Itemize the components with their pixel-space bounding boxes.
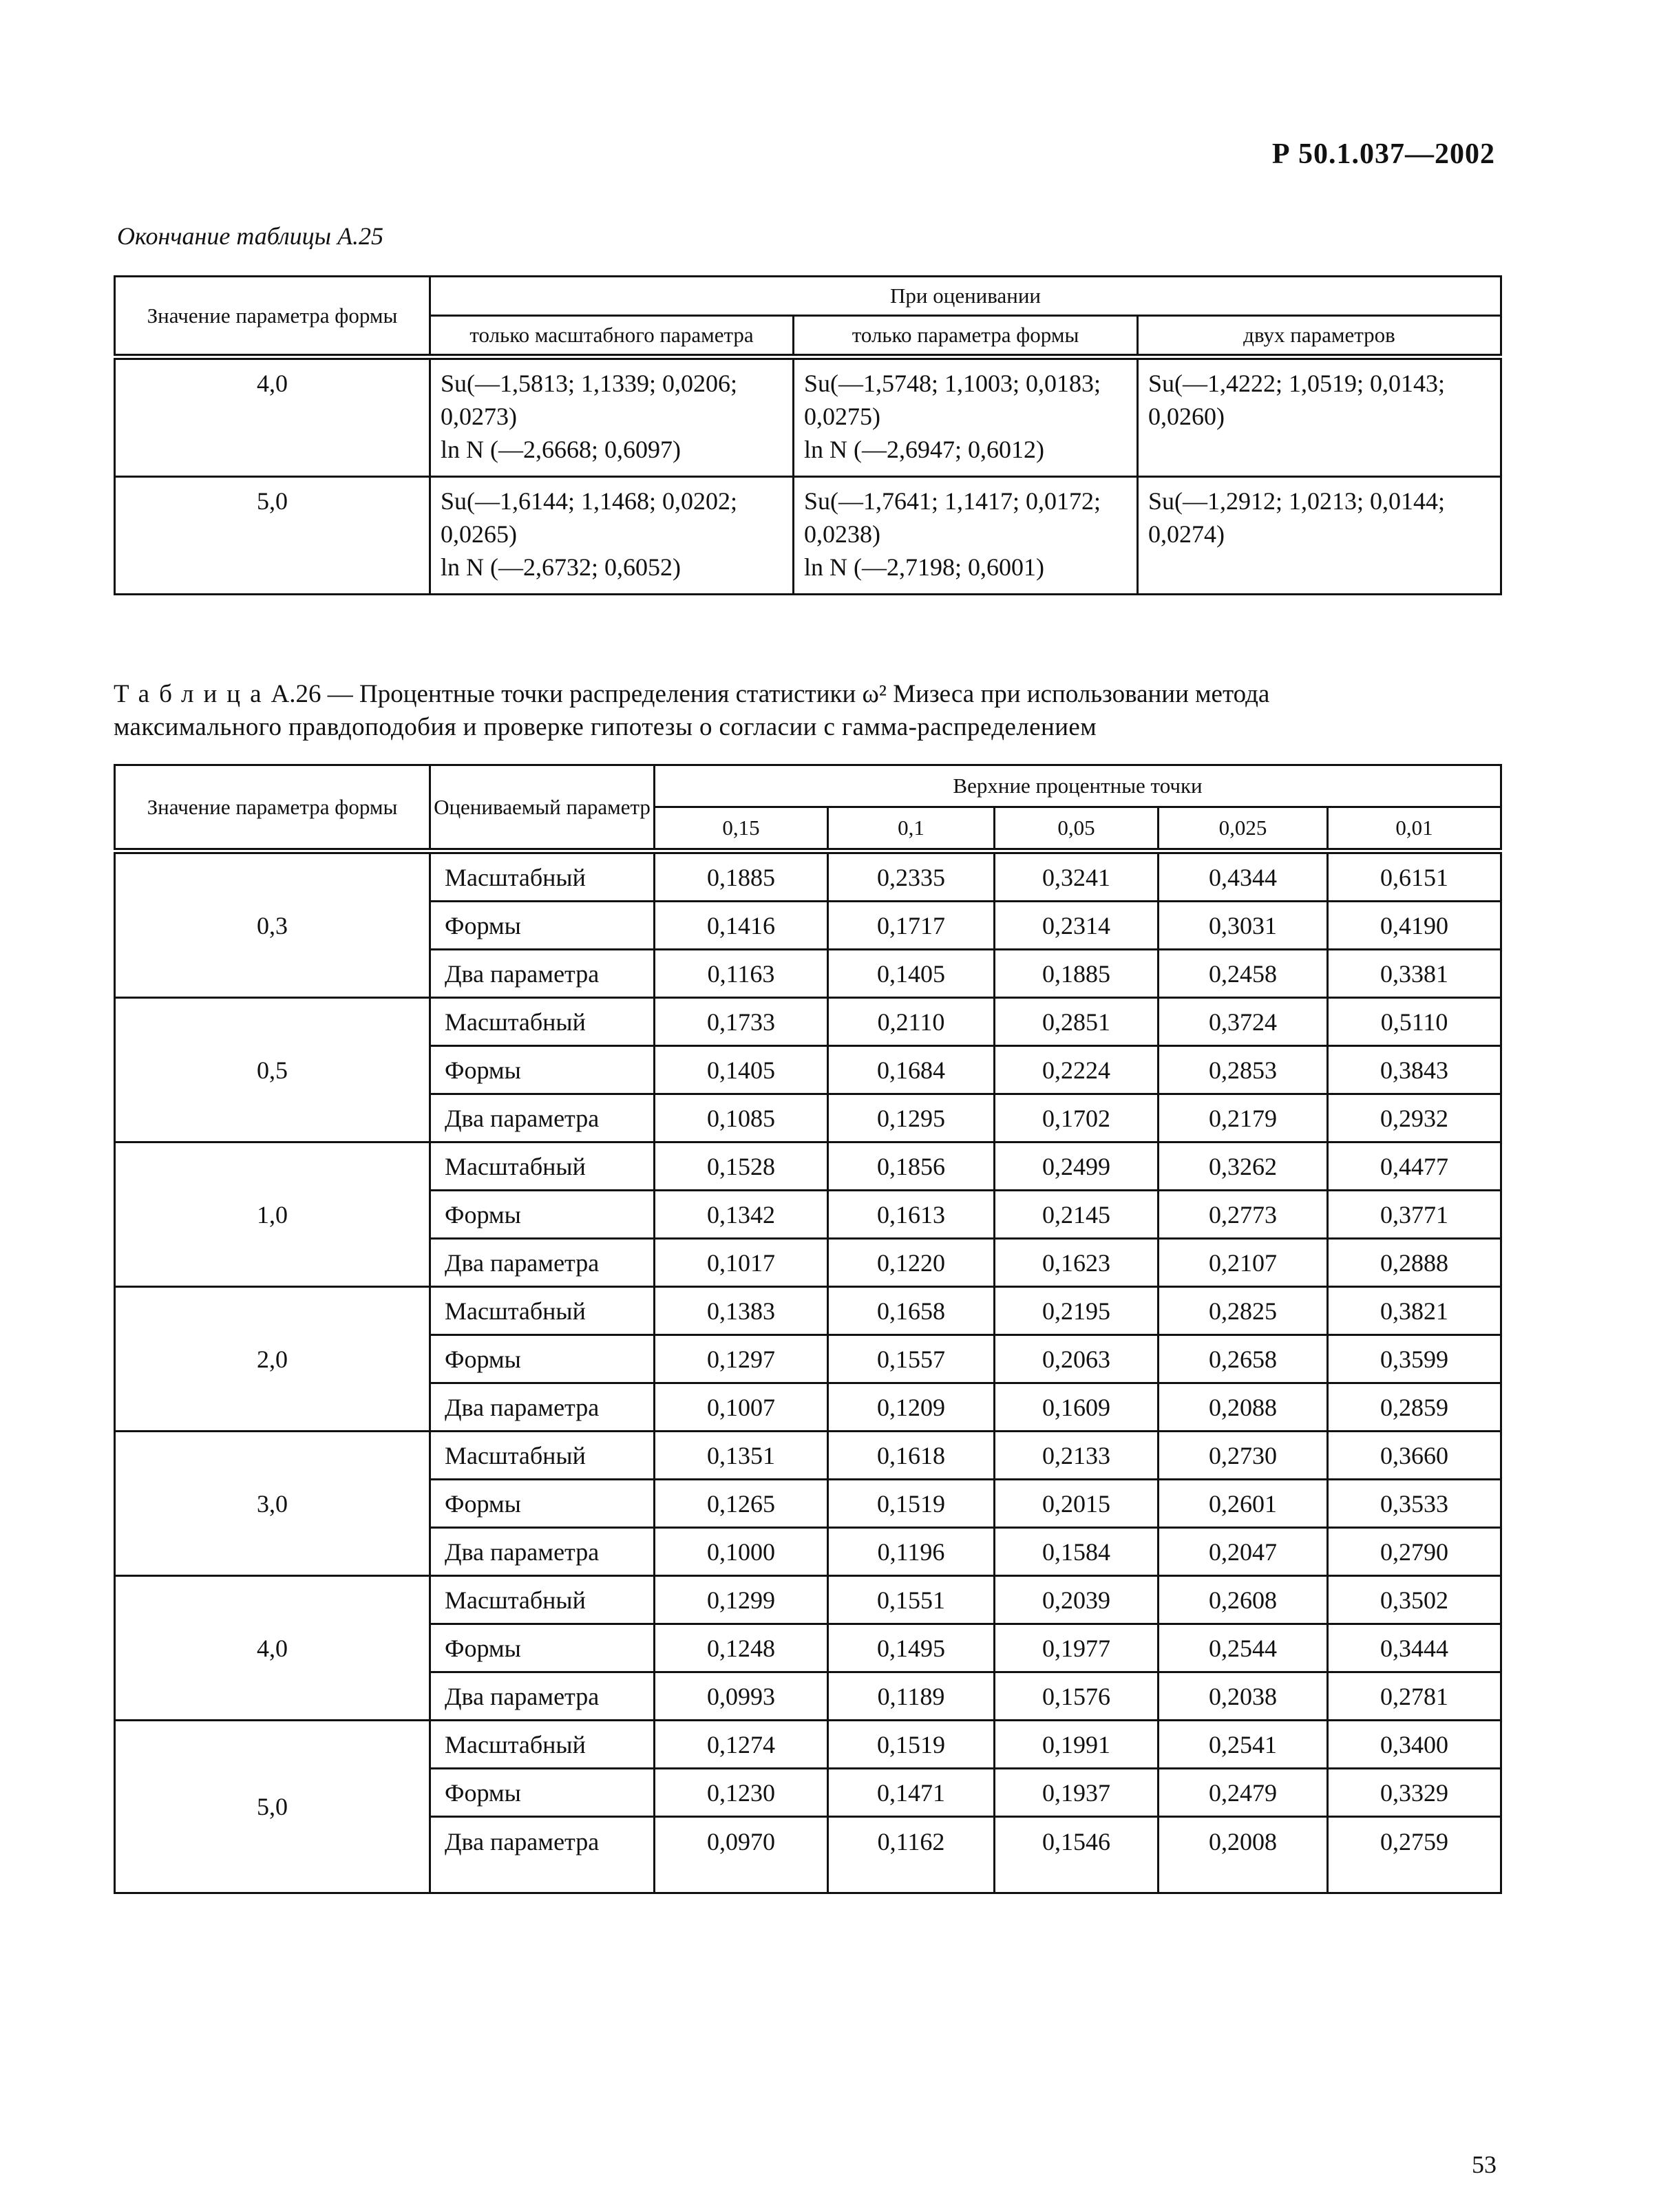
percent-point-cell: 0,2541: [1159, 1721, 1328, 1769]
percent-point-cell: 0,2658: [1159, 1335, 1328, 1383]
percent-point-cell: 0,3599: [1328, 1335, 1501, 1383]
percent-point-cell: 0,1684: [828, 1046, 995, 1094]
percent-point-cell: 0,3262: [1159, 1142, 1328, 1191]
percent-point-cell: 0,1274: [655, 1721, 828, 1769]
percent-point-cell: 0,2601: [1159, 1480, 1328, 1528]
percent-point-cell: 0,2859: [1328, 1383, 1501, 1432]
table-a25: [114, 275, 1502, 595]
table-a26-header-upper-points: Верхние процентные точки: [655, 765, 1501, 807]
percent-point-cell: 0,4190: [1328, 902, 1501, 950]
percent-point-cell: 0,1613: [828, 1191, 995, 1239]
percent-point-cell: 0,3660: [1328, 1432, 1501, 1480]
table-a25-header-shape-only: только параметра формы: [794, 316, 1138, 357]
percent-point-cell: 0,1163: [655, 950, 828, 998]
percent-point-cell: 0,1085: [655, 1094, 828, 1142]
estimated-param-cell: Два параметра: [430, 1817, 655, 1893]
percent-point-cell: 0,2790: [1328, 1528, 1501, 1576]
distribution-cell: [430, 357, 794, 477]
percent-point-cell: 0,2499: [995, 1142, 1159, 1191]
percent-point-cell: 0,2224: [995, 1046, 1159, 1094]
distribution-cell: [794, 357, 1138, 477]
percent-point-cell: 0,1405: [655, 1046, 828, 1094]
percent-point-cell: 0,1937: [995, 1769, 1159, 1817]
distribution-line: ln N (—2,6668; 0,6097): [441, 436, 681, 463]
table-a26-caption-line2: максимального правдоподобия и проверке гипотезы о согласии с гамма-распределением: [114, 713, 1097, 741]
percent-point-cell: 0,3724: [1159, 998, 1328, 1046]
distribution-cell: [1138, 477, 1501, 595]
percent-point-cell: 0,1551: [828, 1576, 995, 1624]
shape-value-cell: 4,0: [115, 357, 430, 477]
table-a26-header-shape-value: Значение параметра формы: [115, 765, 430, 851]
percent-point-cell: 0,2932: [1328, 1094, 1501, 1142]
percent-point-cell: 0,2088: [1159, 1383, 1328, 1432]
distribution-cell: [794, 477, 1138, 595]
table-a26-header-estimated-param: Оцениваемый параметр: [430, 765, 655, 851]
percent-point-cell: 0,1885: [655, 851, 828, 902]
estimated-param-cell: Два параметра: [430, 1094, 655, 1142]
percent-point-cell: 0,1733: [655, 998, 828, 1046]
estimated-param-cell: Масштабный: [430, 998, 655, 1046]
percent-point-cell: 0,1383: [655, 1287, 828, 1335]
distribution-line: 0,0265): [441, 520, 517, 548]
percent-point-cell: 0,1248: [655, 1624, 828, 1672]
table-a25-row: [115, 477, 1501, 595]
shape-value-cell: 3,0: [115, 1432, 430, 1576]
percent-point-cell: 0,2039: [995, 1576, 1159, 1624]
table-a25-row: [115, 357, 1501, 477]
percent-point-cell: 0,1856: [828, 1142, 995, 1191]
percent-point-cell: 0,2853: [1159, 1046, 1328, 1094]
percent-point-cell: 0,1405: [828, 950, 995, 998]
table-a26-header-level: 0,05: [995, 807, 1159, 851]
percent-point-cell: 0,1230: [655, 1769, 828, 1817]
percent-point-cell: 0,1017: [655, 1239, 828, 1287]
table-a26-row: [115, 1142, 1501, 1191]
percent-point-cell: 0,2851: [995, 998, 1159, 1046]
estimated-param-cell: Формы: [430, 1624, 655, 1672]
estimated-param-cell: Два параметра: [430, 1528, 655, 1576]
percent-point-cell: 0,1623: [995, 1239, 1159, 1287]
distribution-line: Su(—1,5748; 1,1003; 0,0183;: [804, 370, 1101, 397]
percent-point-cell: 0,3031: [1159, 902, 1328, 950]
distribution-line: Su(—1,2912; 1,0213; 0,0144;: [1148, 487, 1446, 515]
percent-point-cell: 0,1609: [995, 1383, 1159, 1432]
percent-point-cell: 0,3241: [995, 851, 1159, 902]
percent-point-cell: 0,1351: [655, 1432, 828, 1480]
estimated-param-cell: Масштабный: [430, 1142, 655, 1191]
percent-point-cell: 0,1618: [828, 1432, 995, 1480]
table-a26-header-level: 0,15: [655, 807, 828, 851]
distribution-line: ln N (—2,7198; 0,6001): [804, 553, 1044, 581]
distribution-line: 0,0273): [441, 403, 517, 430]
estimated-param-cell: Формы: [430, 1046, 655, 1094]
percent-point-cell: 0,1295: [828, 1094, 995, 1142]
percent-point-cell: 0,1209: [828, 1383, 995, 1432]
table-a25-header-scale-only: только масштабного параметра: [430, 316, 794, 357]
percent-point-cell: 0,2458: [1159, 950, 1328, 998]
distribution-line: Su(—1,7641; 1,1417; 0,0172;: [804, 487, 1101, 515]
table-a26-header-level: 0,01: [1328, 807, 1501, 851]
table-a26-row: [115, 1287, 1501, 1335]
estimated-param-cell: Два параметра: [430, 1383, 655, 1432]
estimated-param-cell: Масштабный: [430, 1721, 655, 1769]
percent-point-cell: 0,2888: [1328, 1239, 1501, 1287]
percent-point-cell: 0,0993: [655, 1672, 828, 1721]
shape-value-cell: 4,0: [115, 1576, 430, 1721]
percent-point-cell: 0,0970: [655, 1817, 828, 1893]
percent-point-cell: 0,2015: [995, 1480, 1159, 1528]
percent-point-cell: 0,1471: [828, 1769, 995, 1817]
percent-point-cell: 0,1977: [995, 1624, 1159, 1672]
percent-point-cell: 0,2179: [1159, 1094, 1328, 1142]
percent-point-cell: 0,3771: [1328, 1191, 1501, 1239]
percent-point-cell: 0,2038: [1159, 1672, 1328, 1721]
percent-point-cell: 0,3843: [1328, 1046, 1501, 1094]
percent-point-cell: 0,1717: [828, 902, 995, 950]
percent-point-cell: 0,1265: [655, 1480, 828, 1528]
percent-point-cell: 0,2314: [995, 902, 1159, 950]
estimated-param-cell: Два параметра: [430, 950, 655, 998]
estimated-param-cell: Два параметра: [430, 1672, 655, 1721]
estimated-param-cell: Формы: [430, 1335, 655, 1383]
shape-value-cell: 2,0: [115, 1287, 430, 1432]
distribution-line: 0,0238): [804, 520, 880, 548]
estimated-param-cell: Масштабный: [430, 1576, 655, 1624]
table-a25-header-shape-value: Значение параметра формы: [115, 277, 430, 357]
distribution-line: ln N (—2,6947; 0,6012): [804, 436, 1044, 463]
table-a26-header-level: 0,025: [1159, 807, 1328, 851]
table-a26-caption-line1: А.26 — Процентные точки распределения статистики ω² Мизеса при использовании метода: [271, 680, 1270, 708]
estimated-param-cell: Формы: [430, 902, 655, 950]
percent-point-cell: 0,1297: [655, 1335, 828, 1383]
shape-value-cell: 1,0: [115, 1142, 430, 1287]
distribution-line: ln N (—2,6732; 0,6052): [441, 553, 681, 581]
percent-point-cell: 0,4344: [1159, 851, 1328, 902]
table-a26-caption: [114, 678, 1500, 744]
estimated-param-cell: Формы: [430, 1480, 655, 1528]
percent-point-cell: 0,4477: [1328, 1142, 1501, 1191]
percent-point-cell: 0,1162: [828, 1817, 995, 1893]
percent-point-cell: 0,2479: [1159, 1769, 1328, 1817]
percent-point-cell: 0,2110: [828, 998, 995, 1046]
distribution-line: Su(—1,4222; 1,0519; 0,0143;: [1148, 370, 1446, 397]
percent-point-cell: 0,2781: [1328, 1672, 1501, 1721]
percent-point-cell: 0,1885: [995, 950, 1159, 998]
estimated-param-cell: Масштабный: [430, 851, 655, 902]
percent-point-cell: 0,2133: [995, 1432, 1159, 1480]
table-a25-header-estimation: При оценивании: [430, 277, 1501, 316]
percent-point-cell: 0,1576: [995, 1672, 1159, 1721]
percent-point-cell: 0,1416: [655, 902, 828, 950]
percent-point-cell: 0,1495: [828, 1624, 995, 1672]
percent-point-cell: 0,1189: [828, 1672, 995, 1721]
percent-point-cell: 0,1702: [995, 1094, 1159, 1142]
estimated-param-cell: Масштабный: [430, 1432, 655, 1480]
percent-point-cell: 0,1991: [995, 1721, 1159, 1769]
percent-point-cell: 0,5110: [1328, 998, 1501, 1046]
estimated-param-cell: Масштабный: [430, 1287, 655, 1335]
percent-point-cell: 0,3533: [1328, 1480, 1501, 1528]
shape-value-cell: 5,0: [115, 1721, 430, 1893]
distribution-line: Su(—1,5813; 1,1339; 0,0206;: [441, 370, 738, 397]
percent-point-cell: 0,1658: [828, 1287, 995, 1335]
percent-point-cell: 0,1546: [995, 1817, 1159, 1893]
table-a25-continuation-caption: Окончание таблицы А.25: [117, 222, 384, 250]
page-number: 53: [1472, 2151, 1497, 2178]
distribution-line: 0,0275): [804, 403, 880, 430]
percent-point-cell: 0,2195: [995, 1287, 1159, 1335]
table-a26-row: [115, 851, 1501, 902]
percent-point-cell: 0,2608: [1159, 1576, 1328, 1624]
percent-point-cell: 0,2335: [828, 851, 995, 902]
percent-point-cell: 0,1528: [655, 1142, 828, 1191]
table-a26-caption-label: Таблица: [114, 680, 271, 708]
shape-value-cell: 0,5: [115, 998, 430, 1142]
percent-point-cell: 0,3329: [1328, 1769, 1501, 1817]
estimated-param-cell: Формы: [430, 1191, 655, 1239]
table-a26-row: [115, 998, 1501, 1046]
percent-point-cell: 0,1000: [655, 1528, 828, 1576]
document-code: Р 50.1.037—2002: [1271, 138, 1495, 170]
distribution-cell: [430, 477, 794, 595]
percent-point-cell: 0,2047: [1159, 1528, 1328, 1576]
percent-point-cell: 0,1584: [995, 1528, 1159, 1576]
percent-point-cell: 0,3821: [1328, 1287, 1501, 1335]
percent-point-cell: 0,2544: [1159, 1624, 1328, 1672]
percent-point-cell: 0,2063: [995, 1335, 1159, 1383]
distribution-cell: [1138, 357, 1501, 477]
estimated-param-cell: Два параметра: [430, 1239, 655, 1287]
table-a26: [114, 764, 1502, 1894]
percent-point-cell: 0,6151: [1328, 851, 1501, 902]
shape-value-cell: 5,0: [115, 477, 430, 595]
percent-point-cell: 0,2145: [995, 1191, 1159, 1239]
percent-point-cell: 0,1299: [655, 1576, 828, 1624]
percent-point-cell: 0,2825: [1159, 1287, 1328, 1335]
distribution-line: Su(—1,6144; 1,1468; 0,0202;: [441, 487, 738, 515]
percent-point-cell: 0,1196: [828, 1528, 995, 1576]
estimated-param-cell: Формы: [430, 1769, 655, 1817]
table-a26-header-level: 0,1: [828, 807, 995, 851]
distribution-line: 0,0260): [1148, 403, 1225, 430]
table-a25-header-two-params: двух параметров: [1138, 316, 1501, 357]
percent-point-cell: 0,3381: [1328, 950, 1501, 998]
percent-point-cell: 0,3502: [1328, 1576, 1501, 1624]
percent-point-cell: 0,2773: [1159, 1191, 1328, 1239]
percent-point-cell: 0,1342: [655, 1191, 828, 1239]
percent-point-cell: 0,1220: [828, 1239, 995, 1287]
percent-point-cell: 0,1007: [655, 1383, 828, 1432]
shape-value-cell: 0,3: [115, 851, 430, 998]
percent-point-cell: 0,3444: [1328, 1624, 1501, 1672]
percent-point-cell: 0,2759: [1328, 1817, 1501, 1893]
table-a26-row: [115, 1432, 1501, 1480]
percent-point-cell: 0,1557: [828, 1335, 995, 1383]
percent-point-cell: 0,2107: [1159, 1239, 1328, 1287]
percent-point-cell: 0,1519: [828, 1721, 995, 1769]
table-a26-row: [115, 1576, 1501, 1624]
percent-point-cell: 0,3400: [1328, 1721, 1501, 1769]
table-a26-row: [115, 1721, 1501, 1769]
percent-point-cell: 0,2730: [1159, 1432, 1328, 1480]
distribution-line: 0,0274): [1148, 520, 1225, 548]
percent-point-cell: 0,1519: [828, 1480, 995, 1528]
percent-point-cell: 0,2008: [1159, 1817, 1328, 1893]
